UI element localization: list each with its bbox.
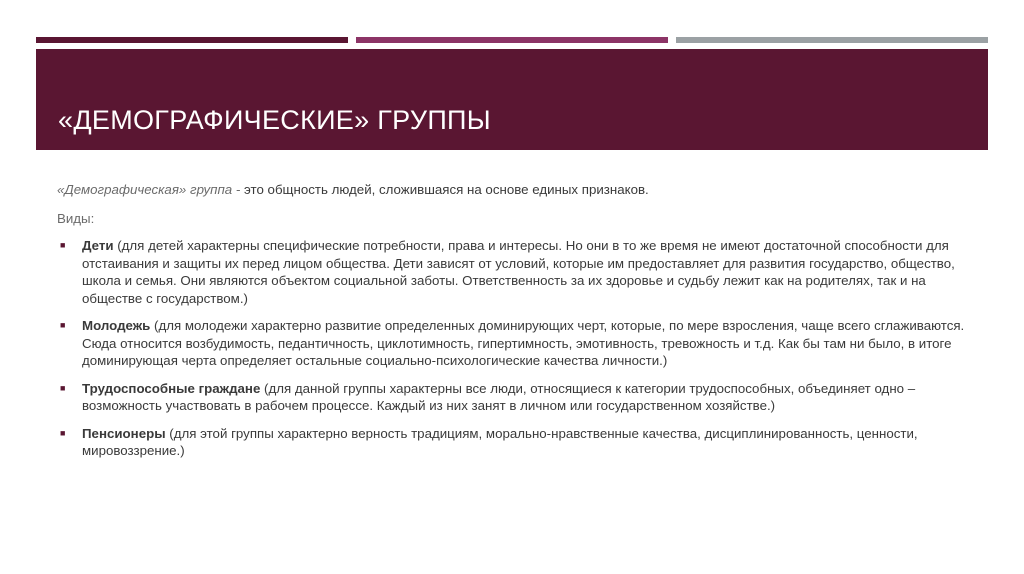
- item-term: Трудоспособные граждане: [82, 380, 261, 396]
- title-banner: [36, 49, 988, 150]
- list-item: [57, 425, 972, 460]
- square-bullet-icon: ■: [60, 427, 66, 438]
- definition-text: это общность людей, сложившаяся на основе единых признаков.: [240, 182, 649, 197]
- square-bullet-icon: ■: [60, 240, 66, 250]
- square-bullet-icon: ■: [60, 382, 66, 393]
- top-bar-1: [36, 37, 348, 43]
- top-bar-2: [356, 37, 668, 43]
- types-list: [57, 237, 972, 460]
- list-item: [57, 237, 972, 307]
- slide-content: [57, 180, 972, 470]
- item-term: Молодежь: [82, 318, 151, 333]
- list-item: [57, 317, 972, 370]
- definition-term: «Демографическая» группа -: [57, 182, 241, 197]
- item-term: Пенсионеры: [82, 425, 166, 441]
- list-item: [57, 380, 972, 415]
- item-text: (для данной группы характерны все люди, относящиеся к категории трудоспособных, объединяет одно – возможность участвовать в рабочем процессе. Каждый из них занят в личном или государственном хозяйстве.): [82, 380, 916, 413]
- item-text: (для детей характерны специфические потребности, права и интересы. Но они в то же время не имеют достаточной способности для отстаивания и защиты их перед лицом общества. Дети зависят от условий, которые им предоставляет для развития государство, общество, школа и семья. Они являются объектом социальной заботы. Ответственность за их здоровье и судьбу лежит как на родителях, так и на обществе с государством.): [82, 238, 955, 306]
- square-bullet-icon: ■: [60, 320, 66, 330]
- slide-title: «ДЕМОГРАФИЧЕСКИЕ» ГРУППЫ: [58, 105, 491, 135]
- item-text: (для этой группы характерно верность традициям, морально-нравственные качества, дисциплинированность, ценности, мировоззрение.): [82, 425, 918, 458]
- item-term: Дети: [82, 238, 114, 253]
- item-text: (для молодежи характерно развитие определенных доминирующих черт, которые, по мере взросления, чаще всего сглаживаются. Сюда относится возбудимость, педантичность, циклотимность, гипертимность, эмотивность, тревожность и т.д. Как бы там ни было, в итоге доминирующая черта определяет остальные социально-психологические качества личности.): [82, 318, 965, 368]
- definition: [57, 180, 972, 199]
- types-label: Виды:: [57, 211, 95, 226]
- top-bar-3: [676, 37, 988, 43]
